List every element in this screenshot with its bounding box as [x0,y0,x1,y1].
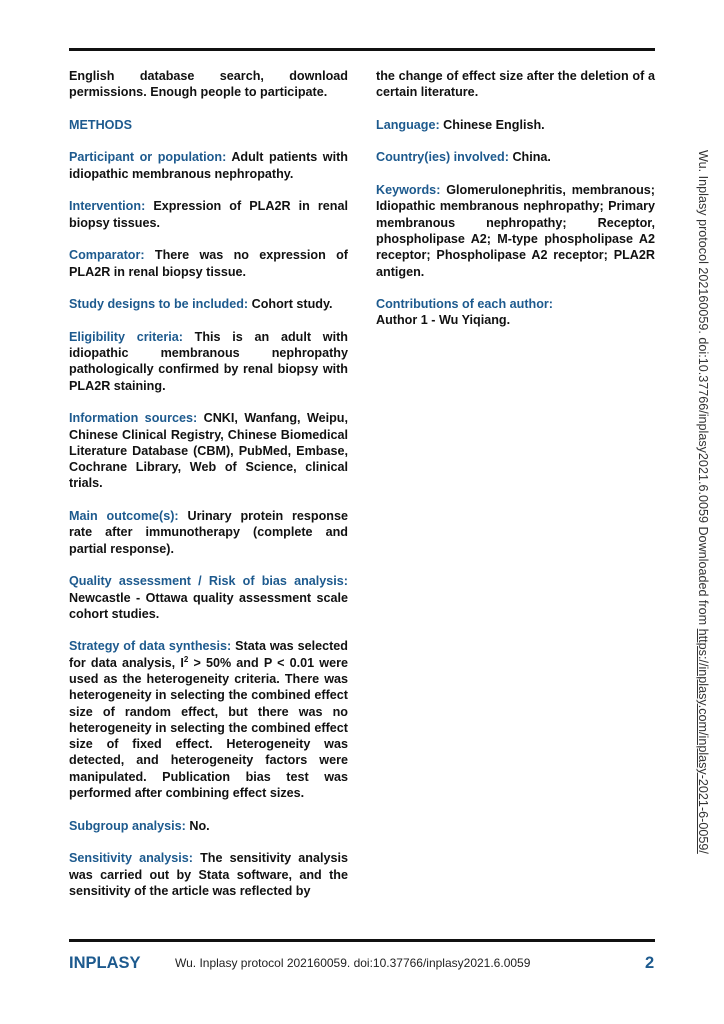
section-intervention [69,198,348,231]
section-label: Strategy of data synthesis: [69,639,232,654]
section-text: Glomerulonephritis, membranous; Idiopathic membranous nephropathy; Primary membranous nephropathy; Receptor, phospholipase A2; M-type phospholipase A2 receptor; Phospholipase A2 receptor; PLA2R antigen. [376,183,655,279]
right-column [376,68,655,345]
section-label: Language: [376,117,440,132]
section-label: Eligibility criteria: [69,329,183,344]
section-text: China. [508,150,551,165]
methods-heading: METHODS [69,117,132,132]
intro-paragraph: English database search, download permissions. Enough people to participate. [69,69,348,100]
side-note-text: Wu. Inplasy protocol 202160059. doi:10.37766/inplasy2021.6.0059 Downloaded from [696,150,710,629]
section-text: Stata was selected for data analysis, I [69,639,348,670]
section-sensitivity [69,850,348,899]
footer-citation: Wu. Inplasy protocol 202160059. doi:10.37766/inplasy2021.6.0059 [175,956,531,970]
header-rule [69,48,655,51]
footer-rule [69,939,655,942]
section-eligibility [69,329,348,394]
section-text: Urinary protein response rate after immunotherapy (complete and partial response). [69,509,349,556]
section-strategy [69,638,348,801]
section-label: Contributions of each author: [376,297,554,312]
section-contributions [376,296,655,329]
section-subgroup [69,818,348,834]
section-text: The sensitivity analysis was carried out by Stata software, and the sensitivity of the article was reflected by [69,851,348,898]
section-label: Information sources: [69,411,198,426]
section-text: Chinese English. [439,117,545,132]
section-label: Country(ies) involved: [376,150,509,165]
section-label: Comparator: [69,248,145,263]
section-study-designs [69,296,348,312]
section-text: No. [185,818,210,833]
section-language [376,117,655,133]
section-label: Participant or population: [69,150,227,165]
section-label: Keywords: [376,183,441,198]
left-column [69,68,348,915]
section-quality-assessment [69,573,348,622]
section-text: Expression of PLA2R in renal biopsy tissues. [69,199,348,230]
section-label: Study designs to be included: [69,297,249,312]
download-link[interactable]: https://inplasy.com/inplasy-2021-6-0059/ [696,628,710,854]
section-text: > 50% and P < 0.01 were used as the heterogeneity criteria. There was heterogeneity in selecting the combined effect size of random effect, but there was no heterogeneity in selecting the combined effect size of fixed effect. Heterogeneity was detected, and heterogeneity factors were manipulated. Publication bias test was performed after combining effect sizes. [69,655,349,801]
section-main-outcomes [69,508,348,557]
section-comparator [69,247,348,280]
footer-brand-logo: INPLASY [69,954,141,972]
section-text: Newcastle - Ottawa quality assessment scale cohort studies. [69,590,348,621]
side-download-note [696,150,710,854]
section-text: This is an adult with idiopathic membranous nephropathy pathologically confirmed by renal biopsy with PLA2R staining. [69,329,348,393]
page-number: 2 [645,954,655,972]
section-label: Quality assessment / Risk of bias analysis: [69,574,348,589]
section-label: Main outcome(s): [69,509,179,524]
section-text: There was no expression of PLA2R in renal biopsy tissue. [69,248,348,279]
section-label: Intervention: [69,199,146,214]
superscript: 2 [183,654,189,664]
section-information-sources [69,410,348,491]
section-label: Subgroup analysis: [69,818,186,833]
section-text: Cohort study. [248,297,333,312]
section-label: Sensitivity analysis: [69,851,193,866]
section-participant [69,149,348,182]
section-countries [376,149,655,165]
continuation-paragraph: the change of effect size after the deletion of a certain literature. [376,69,655,100]
section-text: Adult patients with idiopathic membranous nephropathy. [69,150,348,181]
section-text: CNKI, Wanfang, Weipu, Chinese Clinical Registry, Chinese Biomedical Literature Database (CBM), PubMed, Embase, Cochrane Library, Web of Science, clinical trials. [69,411,348,491]
section-text: Author 1 - Wu Yiqiang. [376,313,511,328]
section-keywords [376,182,655,280]
